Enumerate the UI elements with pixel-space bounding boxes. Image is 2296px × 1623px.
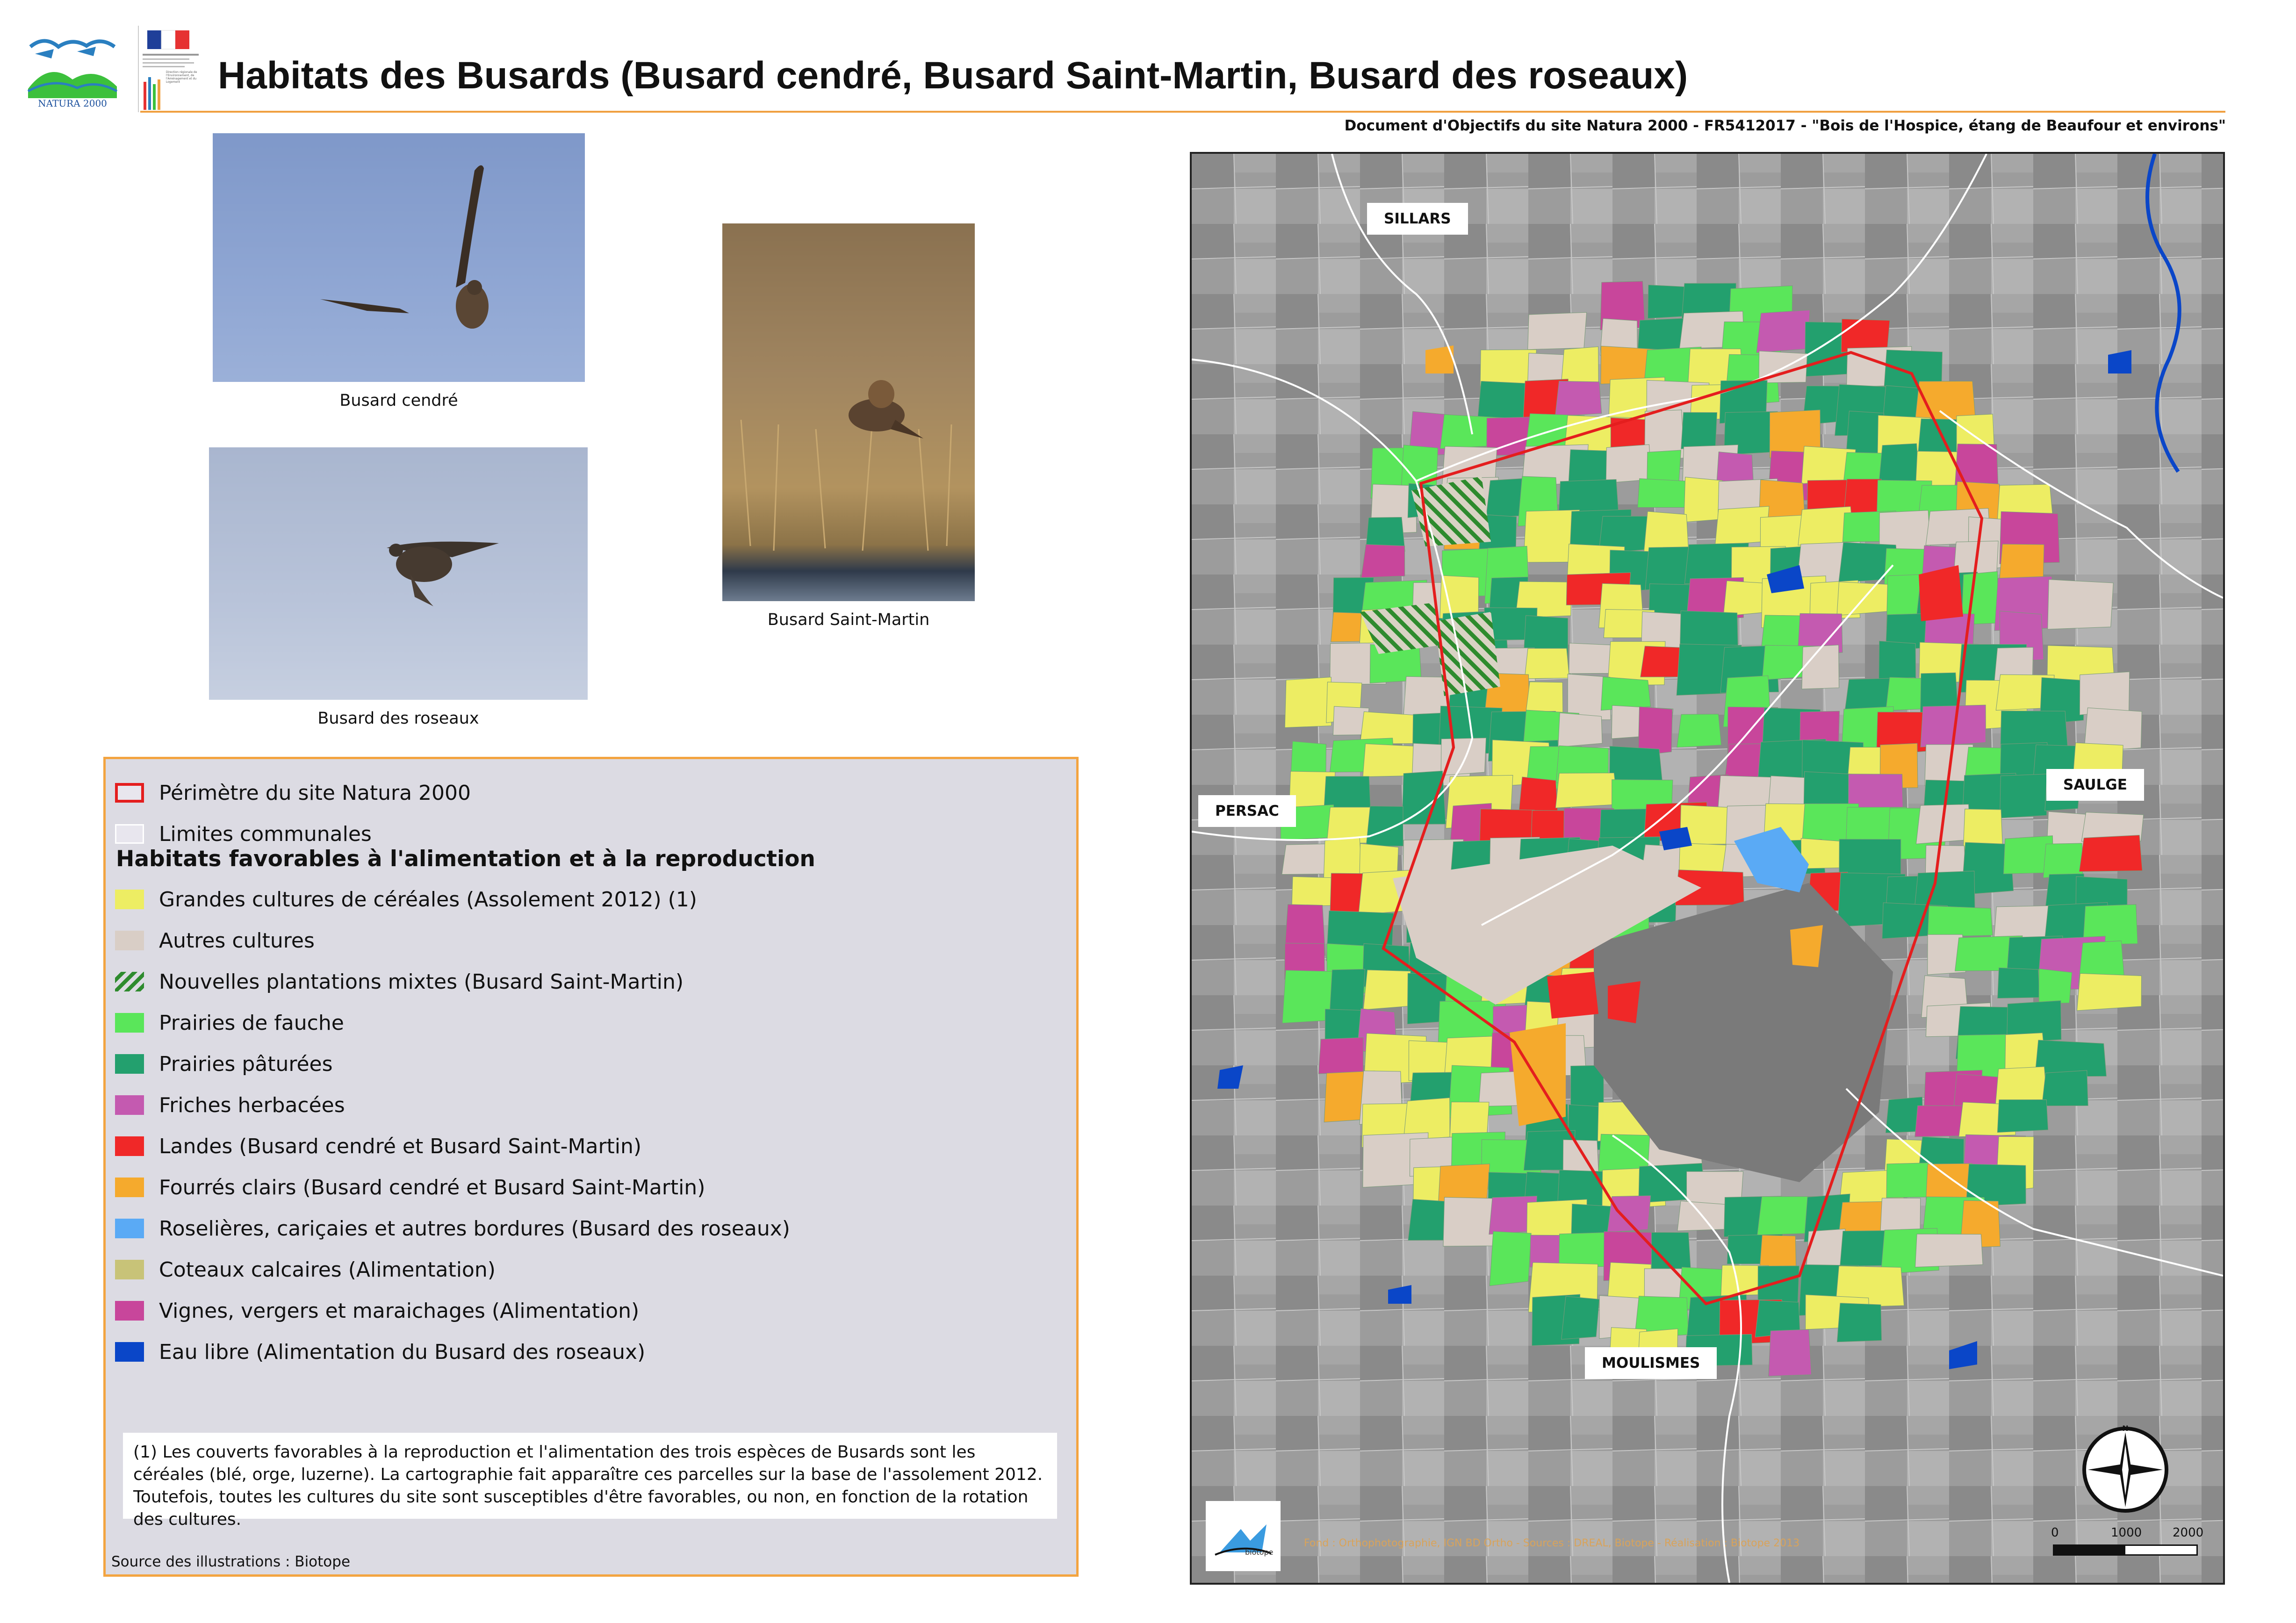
habitat-swatch [115,1301,144,1321]
caption-busard-des-roseaux: Busard des roseaux [317,709,479,728]
habitat-parcel [1361,545,1405,578]
habitat-parcel [1528,312,1587,349]
habitat-swatch [115,931,144,950]
habitat-parcel [1366,806,1403,846]
habitat-parcel [2080,672,2129,715]
legend-item-habitat [115,1338,645,1366]
habitat-parcel [1610,746,1663,782]
habitat-parcel [1402,771,1446,824]
caption-busard-saint-martin: Busard Saint-Martin [767,610,930,629]
habitat-swatch [115,1095,144,1115]
habitat-swatch [115,890,144,909]
legend-label: Prairies de fauche [159,1011,344,1035]
caption-busard-cendre: Busard cendré [339,391,458,410]
habitat-swatch [115,1054,144,1074]
scale-bar [2050,1526,2204,1568]
header-divider [140,111,2225,113]
scale-tick-0: 0 [2051,1526,2059,1540]
photo-busard-des-roseaux [209,447,588,700]
habitat-parcel [2043,843,2082,878]
commune-label-saulge: SAULGE [2046,769,2144,801]
habitat-parcel [1886,1163,1932,1198]
scale-tick-1000: 1000 [2111,1526,2142,1540]
habitat-parcel [1285,677,1332,727]
habitat-parcel [1756,310,1810,352]
legend-item-habitat [115,885,697,913]
legend-label: Limites communales [159,822,372,846]
legend-label: Fourrés clairs (Busard cendré et Busard Saint-Martin) [159,1175,705,1199]
habitat-swatch [115,1136,144,1156]
biotope-logo: biotope [1206,1501,1281,1571]
habitat-parcel [1769,1329,1812,1376]
photo-busard-saint-martin [722,223,975,601]
habitat-parcel [1562,1296,1599,1339]
habitat-parcel [1601,677,1650,711]
photo-busard-cendre [213,133,585,382]
legend-item-habitat [115,1297,639,1325]
legend-footnote: (1) Les couverts favorables à la reproduction et l'alimentation des trois espèces de Busards sont les céréales (blé, orge, luzerne). La cartographie fait apparaître ces parcelles sur la base de l'assolement 2012. Toutefois, toutes les cultures du site sont susceptibles d'être favorables, ou non, en fonction de la rotation des cultures. [123,1433,1057,1519]
habitat-parcel [1677,1201,1730,1231]
legend-item-habitat [115,1256,496,1284]
habitat-parcel [1555,773,1617,808]
scale-tick-2000: 2000 [2173,1526,2204,1540]
habitat-parcel [1997,1099,2048,1132]
svg-text:N: N [2122,1425,2129,1433]
habitat-swatch [115,1178,144,1197]
habitat-parcel [1443,1197,1497,1246]
habitat-parcel [1555,381,1601,416]
legend-label: Friches herbacées [159,1093,345,1117]
legend-heading: Habitats favorables à l'alimentation et à la reproduction [116,846,815,872]
page-title: Habitats des Busards (Busard cendré, Busard Saint-Martin, Busard des roseaux) [218,54,1688,97]
legend-item-habitat [115,926,315,955]
legend-item-habitat [115,1009,344,1037]
habitat-parcel [2000,774,2047,818]
habitat-parcel [2048,580,2113,629]
compass-rose [2081,1425,2170,1514]
legend-label: Vignes, vergers et maraichages (Alimentation) [159,1299,640,1323]
legend-label: Périmètre du site Natura 2000 [159,781,471,805]
habitat-parcel [2042,1070,2088,1106]
habitat-parcel [2079,835,2142,872]
commune-label-moulismes: MOULISMES [1585,1347,1717,1379]
commune-label-persac: PERSAC [1198,795,1296,827]
habitat-parcel [1547,972,1598,1019]
habitat-swatch [115,1342,144,1362]
habitat-parcel [1318,1037,1363,1074]
habitat-parcel [1525,648,1569,679]
habitat-parcel [1928,906,1993,937]
natura2000-logo [26,33,119,108]
habitat-parcel [1879,641,1916,682]
habitat-parcel [1363,970,1411,1010]
legend-label: Autres cultures [159,928,315,953]
legend-label: Prairies pâturées [159,1052,333,1076]
habitat-swatch [115,1219,144,1238]
habitat-parcel [1839,839,1901,877]
habitat-parcel [1837,582,1893,616]
legend-item-habitat [115,1091,345,1119]
habitat-swatch [115,972,144,991]
legend-label: Eau libre (Alimentation du Busard des roseaux) [159,1340,646,1364]
legend-item-habitat [115,1132,641,1160]
communes-swatch [115,824,144,844]
habitat-parcel [1802,645,1839,689]
legend-item-habitat [115,968,684,996]
legend-label: Landes (Busard cendré et Busard Saint-Martin) [159,1134,642,1158]
legend-label: Nouvelles plantations mixtes (Busard Saint-Martin) [159,969,684,994]
perimeter-swatch [115,783,144,803]
habitat-parcel [2039,969,2072,1004]
habitat-parcel [1790,925,1823,967]
legend-label: Roselières, cariçaies et autres bordures (Busard des roseaux) [159,1216,790,1241]
habitat-parcel [1919,565,1963,621]
commune-label-sillars: SILLARS [1367,203,1468,235]
legend-item-perimeter [115,779,471,807]
habitat-parcel [1681,412,1717,449]
habitat-parcel [1915,1234,1983,1267]
illustration-source: Source des illustrations : Biotope [111,1553,351,1570]
map-credits: Fond : Orthophotographie, IGN BD Ortho - Sources : DREAL, Biotope - Réalisation : Biotope 2013 [1304,1537,1800,1549]
document-subtitle: Document d'Objectifs du site Natura 2000 - FR5412017 - "Bois de l'Hospice, étang de Beaufour et environs" [1344,117,2226,134]
habitat-map[interactable] [1190,152,2225,1585]
legend-item-habitat [115,1173,705,1201]
prefecture-logo: Direction régionale de l'Environnement, de l'Aménagement et du Logement [138,26,203,112]
habitat-parcel [1558,713,1602,747]
legend-item-habitat [115,1050,333,1078]
habitat-parcel [1837,1303,1881,1342]
legend-panel [103,757,1079,1577]
habitat-parcel [1677,714,1721,747]
legend-label: Coteaux calcaires (Alimentation) [159,1257,496,1282]
habitat-parcel [1441,738,1486,776]
habitat-parcel [1998,968,2040,998]
legend-label: Grandes cultures de céréales (Assolement 2012) (1) [159,887,697,912]
habitat-parcel [2077,973,2141,1011]
legend-item-habitat [115,1214,790,1242]
habitat-parcel [1490,1231,1531,1285]
habitat-parcel [1717,452,1753,482]
habitat-parcel [1607,1196,1650,1232]
habitat-parcel [1606,445,1651,483]
habitat-swatch [115,1260,144,1279]
svg-text:NATURA 2000: NATURA 2000 [38,98,107,108]
legend-item-communes [115,820,372,848]
habitat-swatch [115,1013,144,1033]
habitat-parcel [1608,981,1641,1023]
habitat-parcel [1926,1163,1973,1200]
